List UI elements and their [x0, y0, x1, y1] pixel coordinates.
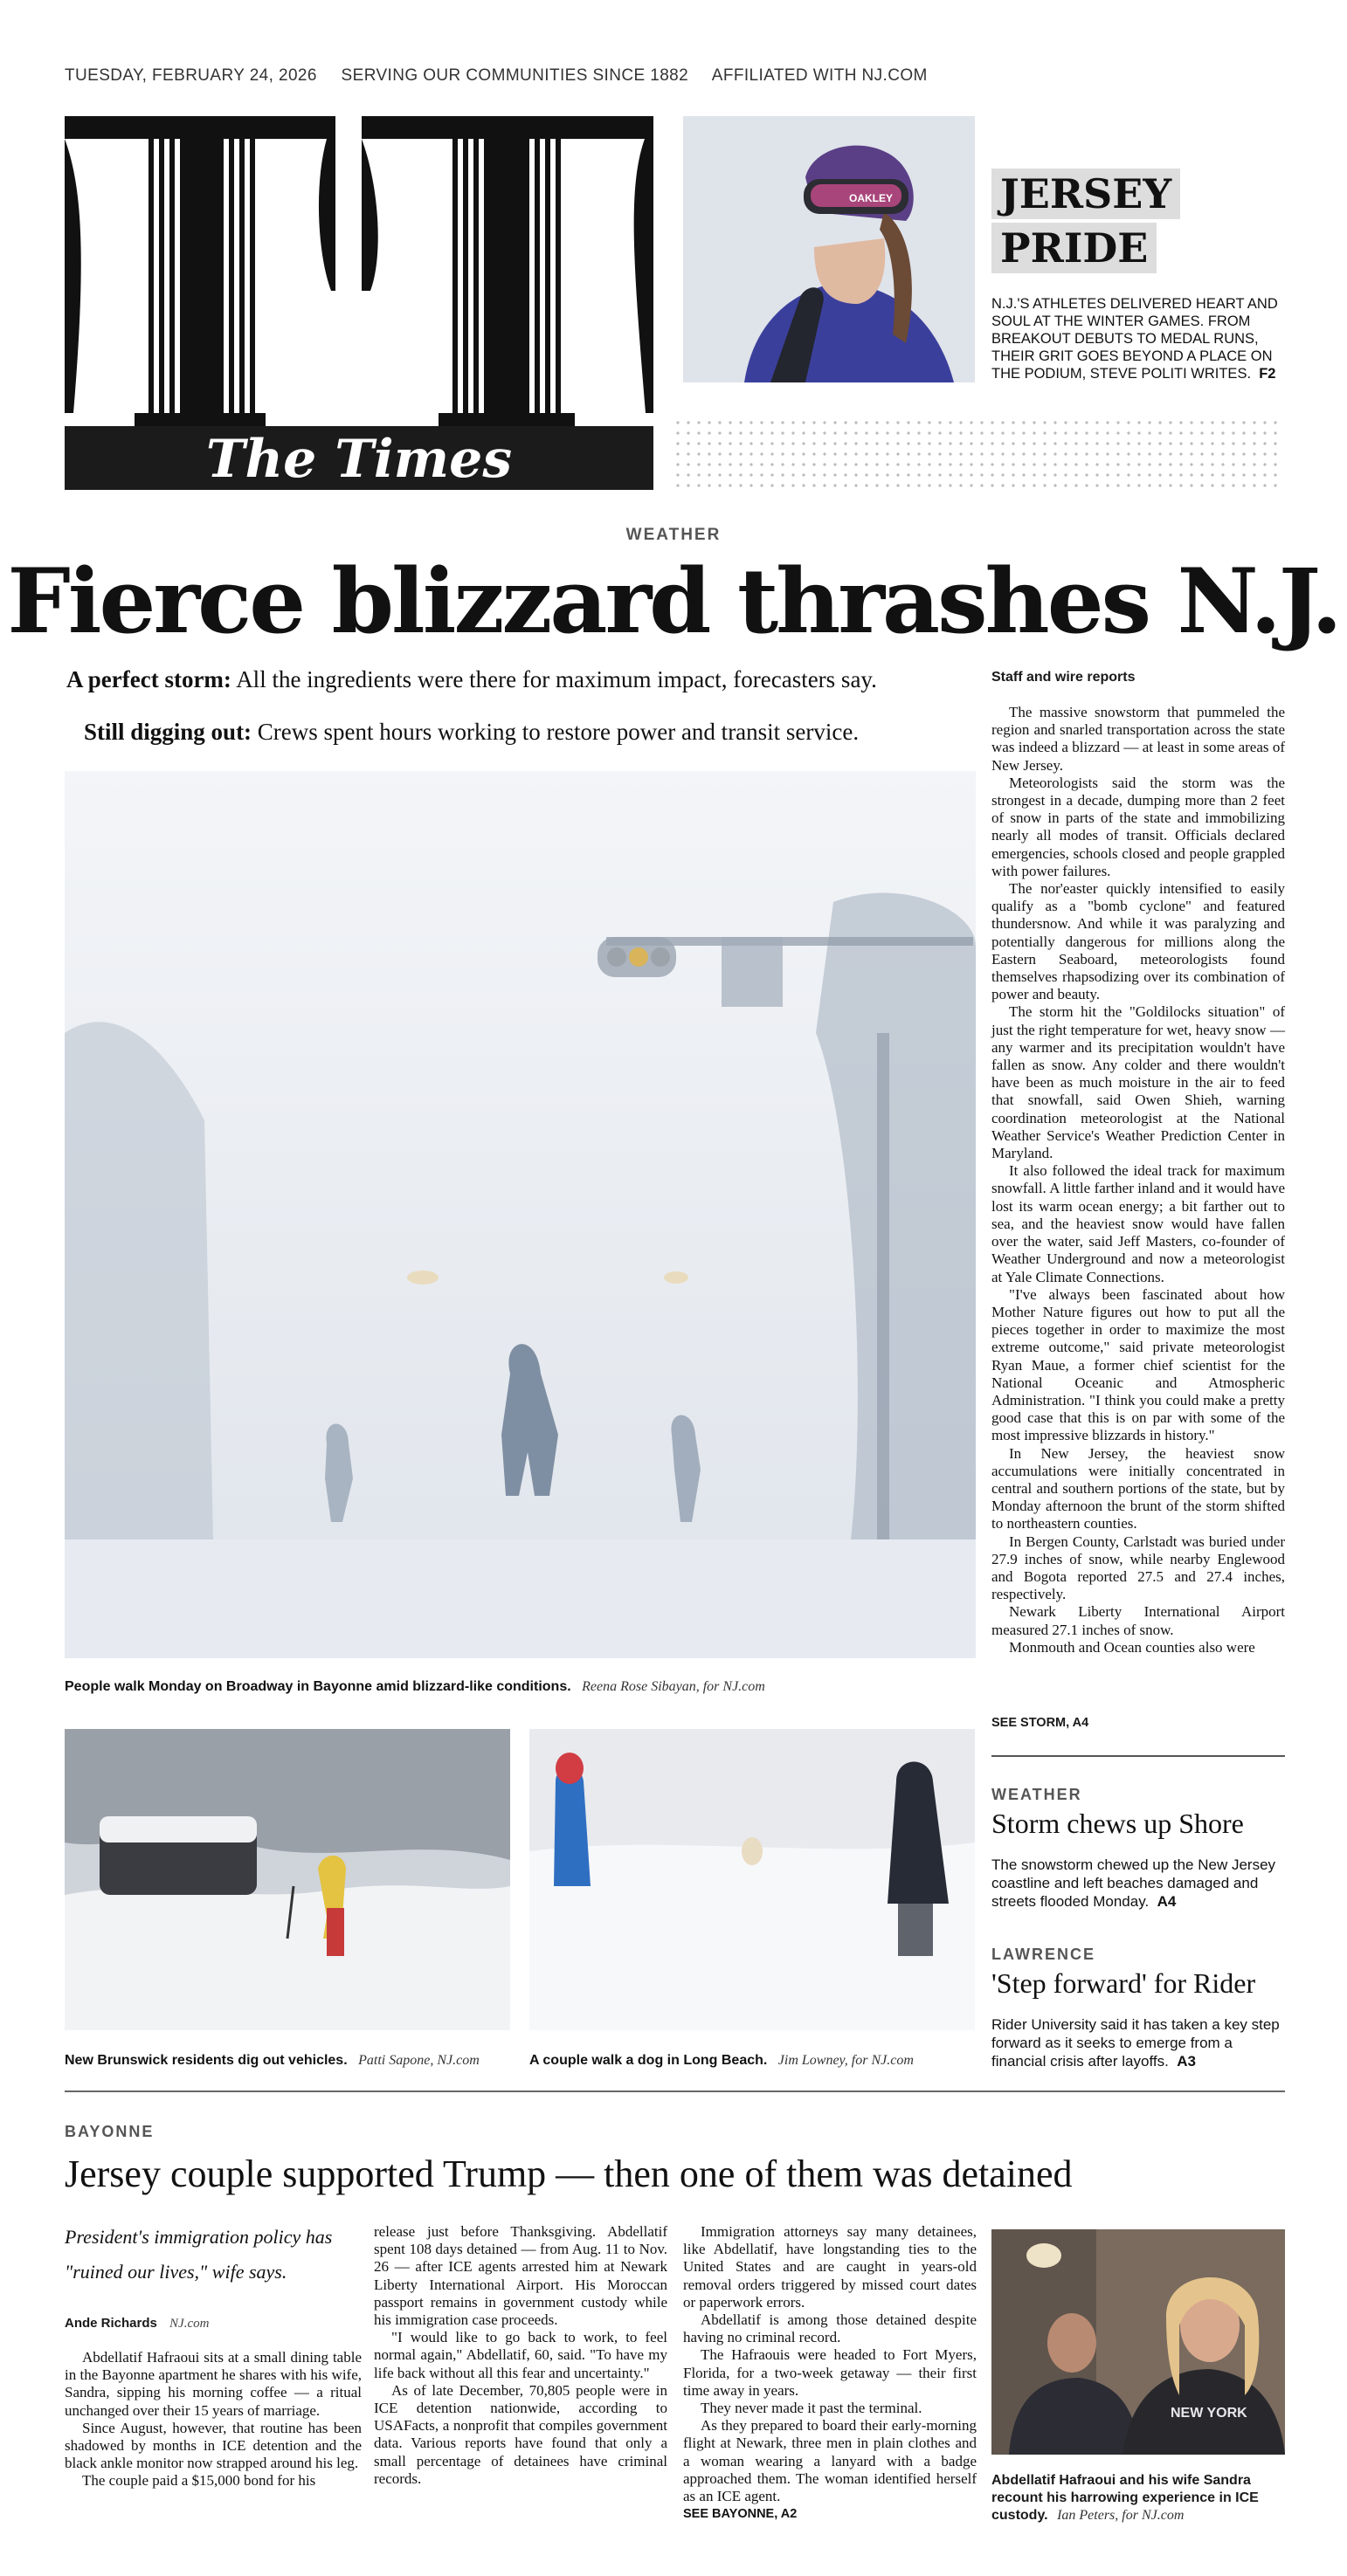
main-caption-text: People walk Monday on Broadway in Bayonne amid blizzard-like conditions. [65, 1679, 571, 1694]
lead-headline[interactable]: Fierce blizzard thrashes N.J. [7, 549, 1340, 654]
bottom-paragraph: Since August, however, that routine has been shadowed by months in ICE detention and the black ankle monitor now strapped around his leg. [65, 2419, 362, 2472]
main-photo-caption [65, 1678, 976, 1696]
bottom-paragraph: As they prepared to board their early-morning flight at Newark, three men in plain clothes and a woman wearing a lanyard with a badge approached them. The woman identified herself as an ICE agent. [683, 2417, 977, 2505]
bottom-column-1 [65, 2349, 362, 2490]
lead-jump-link[interactable]: SEE STORM, A4 [991, 1716, 1089, 1730]
masthead-name: The Times [205, 429, 513, 490]
promo-photo-snowboarder[interactable] [683, 116, 975, 382]
bottom-paragraph: "I would like to go back to work, to feel normal again," Abdellatif, 60, said. "To have my life back without all this fear and uncertainty." [374, 2329, 667, 2381]
main-caption-credit: Reena Rose Sibayan, for NJ.com [582, 1679, 765, 1694]
photo-long-beach-dog-walk[interactable] [529, 1729, 975, 2030]
masthead-logo[interactable] [65, 105, 653, 490]
blizzard-scene [65, 771, 976, 1658]
sidebar-1-headline[interactable]: Storm chews up Shore [991, 1808, 1244, 1839]
affiliation: AFFILIATED WITH NJ.COM [711, 66, 928, 85]
sidebar-2-text [991, 2015, 1288, 2070]
sidebar-2-kicker: LAWRENCE [991, 1946, 1095, 1963]
deck-2-text: Crews spent hours working to restore power and transit service. [257, 719, 860, 745]
lead-paragraph: It also followed the ideal track for maximum snowfall. A little farther inland and it would have lost its warm ocean energy; a bit farther out to sea, and the heaviest snow would have fallen over the water, said Jeff Masters, co-founder of Weather Underground and now a meteorologist at Yale Climate Connections. [991, 1162, 1285, 1285]
bottom-column-2 [374, 2223, 667, 2488]
goggle-brand: OAKLEY [849, 192, 894, 204]
promo-text-body: N.J.'S ATHLETES DELIVERED HEART AND SOUL AT THE WINTER GAMES. FROM BREAKOUT DEBUTS TO MEDAL RUNS, THEIR GRIT GOES BEYOND A PLACE ON THE PODIUM, STEVE POLITI WRITES. [991, 296, 1278, 382]
bottom-deck: President's immigration policy has "ruined our lives," wife says. [65, 2226, 333, 2283]
bottom-paragraph: Abdellatif is among those detained despite having no criminal record. [683, 2311, 977, 2346]
lead-paragraph: Meteorologists said the storm was the strongest in a decade, dumping more than 2 feet of snow in parts of the state and immobilizing nearly all modes of transit. Officials declared emergencies, schools closed and people grappled with power failures. [991, 774, 1285, 879]
sidebar-2-body: Rider University said it has taken a key step forward as it seeks to emerge from a financial crisis after layoffs. [991, 2016, 1280, 2070]
dog-walk-scene [529, 1729, 975, 2030]
lead-byline: Staff and wire reports [991, 670, 1136, 685]
main-photo-blizzard-bayonne[interactable] [65, 771, 976, 1658]
sidebar-2-page-ref[interactable]: A3 [1177, 2053, 1197, 2070]
deck-1-text: All the ingredients were there for maximum impact, forecasters say. [236, 666, 877, 692]
bottom-paragraph: They never made it past the terminal. [701, 2400, 922, 2417]
photo3-credit: Jim Lowney, for NJ.com [777, 2053, 914, 2068]
photo4-caption [991, 2472, 1285, 2524]
deck-1-label: A perfect storm: [66, 666, 231, 692]
lead-paragraph: The nor'easter quickly intensified to easily qualify as a "bomb cyclone" and featured thundersnow. And while it was paralyzing and potentially dangerous for millions along the Eastern Seaboard, meteorologists found themselves rhapsodizing over its combination of power and beauty. [991, 880, 1285, 1003]
lead-kicker: WEATHER [625, 526, 722, 544]
bottom-paragraph: The Hafraouis were headed to Fort Myers, Florida, for a two-week getaway — their first time away in years. [683, 2346, 977, 2399]
lead-paragraph: Monmouth and Ocean counties also were [1009, 1638, 1255, 1656]
lead-paragraph: The massive snowstorm that pummeled the region and snarled transportation across the state was indeed a blizzard — at least in some areas of New Jersey. [991, 704, 1285, 774]
lead-paragraph: Newark Liberty International Airport measured 27.1 inches of snow. [991, 1603, 1285, 1638]
masthead-letters: TT [65, 105, 82, 120]
lead-deck-1 [66, 664, 975, 695]
shirt-lettering: NEW YORK [1171, 2406, 1247, 2421]
photo4-caption-text: Abdellatif Hafraoui and his wife Sandra recount his harrowing experience in ICE custody. [991, 2473, 1259, 2523]
bottom-kicker: BAYONNE [65, 2123, 155, 2140]
couple-portrait [991, 2229, 1285, 2455]
bottom-byline-name: Ande Richards [65, 2316, 157, 2331]
promo-title[interactable] [991, 169, 1219, 277]
photo3-caption [529, 2052, 975, 2070]
tt-logo-icon [65, 105, 653, 430]
promo-text [991, 295, 1288, 382]
lead-paragraph: "I've always been fascinated about how Mother Nature figures out how to put all the pieces together in order to maximize the most extreme outcome," said private meteorologist Ryan Maue, a former chief scientist for the National Oceanic and Atmospheric Administration. "I think you could make a pretty good case that this is on par with some of the most impressive blizzards in history." [991, 1285, 1285, 1444]
deck-2-label: Still digging out: [84, 719, 252, 745]
bottom-paragraph: The couple paid a $15,000 bond for his [82, 2472, 316, 2490]
lead-paragraph: The storm hit the "Goldilocks situation" of just the right temperature for wet, heavy snow — any warmer and its precipitation wouldn't have fallen as snow. Any colder and there wouldn't have been as much moisture in the air to feed that snowfall, said Owen Shieh, warning coordination meteorologist at the National Weather Service's Weather Prediction Center in Maryland. [991, 1003, 1285, 1162]
sidebar-1-text [991, 1856, 1288, 1911]
lead-paragraph: In Bergen County, Carlstadt was buried under 27.9 inches of snow, while nearby Englewood and Bogota reported 27.5 and 27.4 inches, respectively. [991, 1533, 1285, 1603]
sidebar-1-body: The snowstorm chewed up the New Jersey coastline and left beaches damaged and streets flooded Monday. [991, 1856, 1276, 1910]
bottom-paragraph: release just before Thanksgiving. Abdellatif spent 108 days detained — from Aug. 11 to Nov. 26 — after ICE agents arrested him at Newark Liberty International Airport. His Moroccan passport remains in government custody while his immigration case proceeds. [374, 2223, 667, 2329]
bottom-paragraph: As of late December, 70,805 people were in ICE detention nationwide, according to USAFacts, a nonprofit that compiles government data. Various reports have found that only a small percentage of detainees have criminal records. [374, 2381, 667, 2487]
photo2-caption [65, 2052, 510, 2070]
photo2-caption-text: New Brunswick residents dig out vehicles. [65, 2053, 348, 2068]
lead-paragraph: In New Jersey, the heaviest snow accumulations were initially concentrated in central and southern portions of the state, but by Monday afternoon the brunt of the storm shifted to northeastern counties. [991, 1444, 1285, 1533]
lead-deck-2 [84, 716, 992, 747]
photo-hafraoui-couple[interactable] [991, 2229, 1285, 2455]
sidebar-divider [991, 1755, 1285, 1757]
issue-date: TUESDAY, FEBRUARY 24, 2026 [65, 66, 317, 85]
photo4-credit: Ian Peters, for NJ.com [1057, 2508, 1185, 2523]
sidebar-2-headline[interactable]: 'Step forward' for Rider [991, 1967, 1256, 1999]
photo-new-brunswick-dig-out[interactable] [65, 1729, 510, 2030]
serving-since: SERVING OUR COMMUNITIES SINCE 1882 [341, 66, 689, 85]
sidebar-1-page-ref[interactable]: A4 [1157, 1893, 1177, 1910]
photo3-caption-text: A couple walk a dog in Long Beach. [529, 2053, 768, 2068]
lead-story-body [991, 704, 1285, 1656]
dot-pattern-decoration [673, 417, 1284, 487]
bottom-column-3 [683, 2223, 977, 2523]
bottom-byline [65, 2316, 209, 2331]
sidebar-1-kicker: WEATHER [991, 1786, 1082, 1803]
photo2-credit: Patti Sapone, NJ.com [358, 2053, 480, 2068]
bottom-headline[interactable]: Jersey couple supported Trump — then one of them was detained [65, 2152, 1073, 2195]
bottom-jump-link[interactable]: SEE BAYONNE, A2 [683, 2507, 798, 2522]
bottom-byline-outlet: NJ.com [169, 2317, 210, 2331]
promo-page-ref[interactable]: F2 [1259, 366, 1276, 382]
bottom-paragraph: Abdellatif Hafraoui sits at a small dining table in the Bayonne apartment he shares with his wife, Sandra, sipping his morning coffee — a ritual unchanged over their 15 years of marriage. [65, 2349, 362, 2419]
section-divider [65, 2090, 1285, 2092]
promo-title-line2: PRIDE [991, 223, 1157, 273]
dig-out-scene [65, 1729, 510, 2030]
top-info-line [65, 66, 947, 86]
snowboarder-illustration [683, 116, 975, 382]
bottom-paragraph: Immigration attorneys say many detainees, like Abdellatif, have longstanding ties to the United States and are caught in years-old removal orders triggered by missed court dates or paperwork errors. [683, 2223, 977, 2311]
promo-title-line1: JERSEY [991, 169, 1180, 219]
